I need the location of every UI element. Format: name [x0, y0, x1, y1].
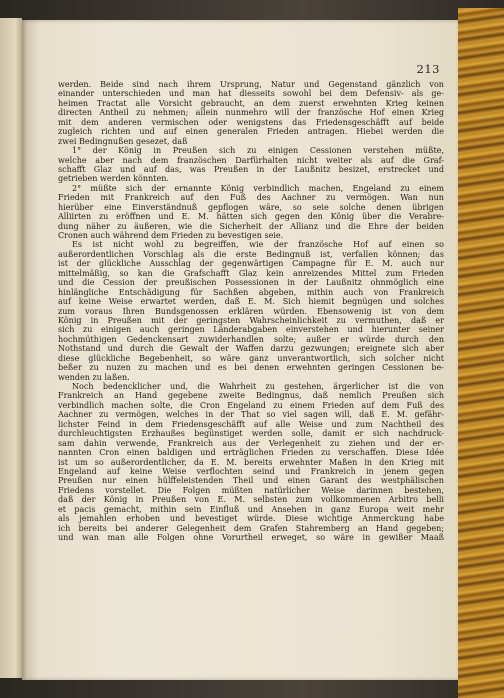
text-line: außerordentlichen Vorschlag als die erste Bedingnuß ist, verfallen können; das: [58, 249, 444, 259]
text-line: lichster Feind in dem Friedensgeschäfft auf alle Weise und zum Nachtheil des: [58, 419, 444, 429]
text-line: sam dahin verwende, Frankreich aus der Verlegenheit zu ziehen und der er-: [58, 438, 444, 448]
book-edge-marbled: [458, 8, 504, 698]
body-text: [58, 80, 444, 542]
text-line: Friedens vorstellet. Die Folgen müßten natürlicher Weise darinnen bestehen,: [58, 485, 444, 495]
text-line: zum voraus Ihren Bundsgenossen erklären würden. Ebensowenig ist von dem: [58, 306, 444, 316]
text-line: dung näher zu äußeren, wie die Sicherheit der Allianz und die Ehre der beiden: [58, 221, 444, 231]
text-line: nannten Cron einen baldigen und erträglichen Frieden zu verschaffen. Diese Idée: [58, 448, 444, 458]
text-line: diese glückliche Begebenheit, so wäre ganz unverantwortlich, sich solcher nicht: [58, 353, 444, 363]
text-line: und die Cession der preußischen Possessionen in der Laußnitz ohnmöglich eine: [58, 278, 444, 288]
text-line: heimen Tractat alle Vorsicht gebraucht, an dem zuerst erwehnten Krieg keinen: [58, 98, 444, 108]
facing-page-edge: [0, 18, 22, 678]
text-line: directen Antheil zu nehmen; allein nunmehro will der französche Hof einen Krieg: [58, 108, 444, 118]
text-line: welche aber nach dem französchen Darfürhalten nicht weiter als auf die Graf-: [58, 155, 444, 165]
text-line: Frieden mit Frankreich auf den Fuß des Aachner zu vermögen. Wan nun: [58, 193, 444, 203]
text-line: et pacis gemacht, mithin sein Einfluß und Ansehen in ganz Europa weit mehr: [58, 504, 444, 514]
text-line: beßer zu nuzen zu machen und es bei denen erwehnten geringen Cessionen be-: [58, 363, 444, 373]
text-line: mittelmäßig, so kan die Grafschafft Glaz kein anreizendes Mittel zum Frieden: [58, 268, 444, 278]
text-line: Es ist nicht wohl zu begreiffen, wie der französche Hof auf einen so: [72, 240, 444, 250]
text-line: Aachner zu vermögen, welches in der That so viel sagen will, daß E. M. gefähr-: [58, 410, 444, 420]
text-line: hierüber eine Einverständnuß gepflogen wäre, so seie solche denen übrigen: [58, 202, 444, 212]
text-line: Frankreich an Hand gegebene zweite Bedingnus, daß nemlich Preußen sich: [58, 391, 444, 401]
text-line: auf keine Weise erwartet werden, daß E. M. Sich hiemit begnügen und solches: [58, 297, 444, 307]
text-line: Noch bedencklicher und, die Wahrheit zu gestehen, ärgerlicher ist die von: [72, 382, 444, 391]
text-line: 1° der König in Preußen sich zu einigen Cessionen verstehen müßte,: [72, 146, 444, 156]
text-line: Alliirten zu eröffnen und E. M. hätten sich gegen den König über die Verabre-: [58, 212, 444, 222]
text-line: Engeland auf keine Weise verflochten seind und Frankreich in jenem gegen: [58, 466, 444, 476]
text-line: ist der glückliche Ausschlag der gegenwärtigen Campagne für E. M. auch nur: [58, 259, 444, 269]
text-line: werden. Beide sind nach ihrem Ursprung, Natur und Gegenstand gänzlich von: [58, 80, 444, 89]
text-line: ist um so außerordentlicher, da E. M. bereits erwehnter Maßen in den Krieg mit: [58, 457, 444, 467]
text-line: ich bereits bei anderer Gelegenheit dem Grafen Stahremberg an Hand gegeben;: [58, 523, 444, 533]
text-line: Preußen nur einen hülffeleistenden Theil und einen Garant des westphälischen: [58, 476, 444, 486]
text-line: Cronen auch während dem Frieden zu bevestigen seie.: [58, 231, 284, 240]
text-line: daß der König in Preußen von E. M. selbsten zum vollkommenen Arbitro belli: [58, 495, 444, 505]
text-line: einander unterschieden und man hat diesseits sowohl bei dem Defensiv- als ge-: [58, 89, 444, 99]
text-line: hochmüthigen Gedenckensart zuwiderhandlen solte; außer er würde durch den: [58, 334, 444, 344]
text-line: durchleuchtigsten Erzhaußes begünstiget werden solle, damit er sich nachdruck-: [58, 429, 444, 439]
text-line: 2° müßte sich der ernannte König verbindlich machen, Engeland zu einem: [72, 183, 444, 193]
text-line: hinlängliche Entschädigung für Sachßen abgeben, mithin auch von Frankreich: [58, 287, 444, 297]
text-line: Nothstand und durch die Gewalt der Waffen darzu gezwungen; ereignete sich aber: [58, 344, 444, 354]
text-line: zwei Bedingnußen gesezet, daß: [58, 136, 188, 146]
text-line: als jemahlen erhoben und bevestiget würde. Diese wichtige Anmerckung habe: [58, 514, 444, 524]
text-line: zugleich richten und auf einen generalen Frieden antragen. Hiebei werden die: [58, 127, 444, 137]
text-line: getrieben werden könnten.: [58, 174, 169, 184]
text-line: schafft Glaz und auf das, was Preußen in der Laußnitz besizet, erstrecket und: [58, 164, 444, 174]
text-line: verbindlich machen solte, die Cron Engeland zu einem Frieden auf dem Fuß des: [58, 400, 444, 410]
text-line: sich zu einigen auch geringen Länderabgaben einverstehen und hierunter seiner: [58, 325, 444, 335]
text-line: wenden zu laßen.: [58, 372, 130, 382]
text-line: und wan man alle Folgen ohne Vorurtheil erweget, so wäre in gewißer Maaß: [58, 533, 444, 542]
text-line: mit dem anderen vermischen oder wenigstens das Friedensgeschäfft auf beide: [58, 117, 444, 127]
page-number: 213: [416, 62, 440, 76]
text-line: König in Preußen mit der geringsten Wahrscheinlichkeit zu vermuthen, daß er: [58, 315, 444, 325]
